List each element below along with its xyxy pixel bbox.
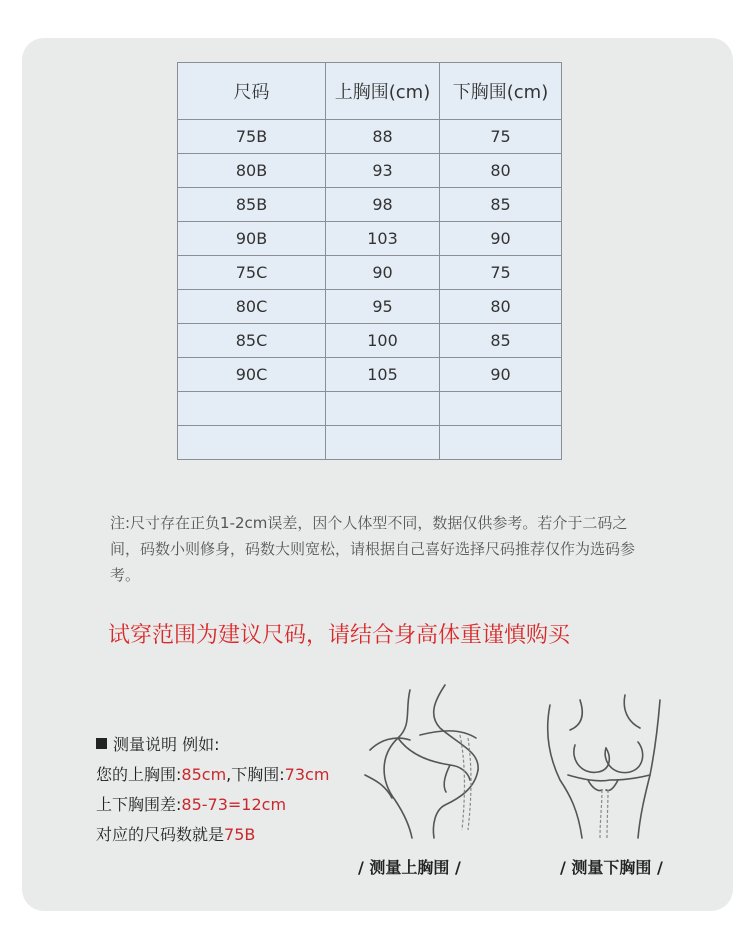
upper-bust-caption: / 测量上胸围 /: [358, 858, 461, 877]
cell-upper: 95: [326, 290, 440, 324]
cell-upper: 90: [326, 256, 440, 290]
cell-under: 85: [440, 324, 562, 358]
cell-size: [178, 392, 326, 426]
header-upper-bust: 上胸围(cm): [326, 63, 440, 120]
guide-title-row: [96, 730, 329, 760]
difference-label: 上下胸围差:: [96, 795, 182, 814]
cell-under: [440, 392, 562, 426]
upper-bust-label: 您的上胸围:: [96, 765, 182, 784]
under-bust-value: 73cm: [284, 765, 330, 784]
cell-under: 75: [440, 256, 562, 290]
result-label: 对应的尺码数就是: [96, 825, 225, 844]
cell-size: 80C: [178, 290, 326, 324]
cell-under: 80: [440, 154, 562, 188]
cell-under: 80: [440, 290, 562, 324]
cell-size: 75C: [178, 256, 326, 290]
table-row: [178, 290, 562, 324]
cell-upper: 98: [326, 188, 440, 222]
cell-under: 90: [440, 358, 562, 392]
cell-under: [440, 426, 562, 460]
cell-upper: [326, 426, 440, 460]
guide-separator: ,: [226, 765, 232, 784]
upper-bust-value: 85cm: [181, 765, 227, 784]
cell-under: 90: [440, 222, 562, 256]
measurement-guide: [96, 730, 329, 850]
guide-line-3: [96, 820, 329, 850]
table-row: [178, 426, 562, 460]
header-size: 尺码: [178, 63, 326, 120]
cell-under: 75: [440, 120, 562, 154]
guide-line-1: [96, 760, 329, 790]
cell-upper: [326, 392, 440, 426]
result-value: 75B: [224, 825, 256, 844]
guide-title: 测量说明 例如:: [113, 735, 220, 754]
under-bust-label: 下胸围:: [231, 765, 285, 784]
under-bust-caption: / 测量下胸围 /: [560, 858, 663, 877]
table-row: [178, 222, 562, 256]
cell-size: 75B: [178, 120, 326, 154]
under-bust-illustration: [540, 680, 670, 840]
table-row: [178, 154, 562, 188]
cell-upper: 103: [326, 222, 440, 256]
table-row: [178, 120, 562, 154]
cell-upper: 88: [326, 120, 440, 154]
square-bullet-icon: [96, 738, 107, 749]
header-under-bust: 下胸围(cm): [440, 63, 562, 120]
cell-size: 85B: [178, 188, 326, 222]
table-row: [178, 256, 562, 290]
difference-value: 85-73=12cm: [181, 795, 287, 814]
cell-upper: 93: [326, 154, 440, 188]
cell-size: 90C: [178, 358, 326, 392]
table-row: [178, 188, 562, 222]
cell-size: 80B: [178, 154, 326, 188]
table-row: [178, 392, 562, 426]
cell-size: 85C: [178, 324, 326, 358]
cell-size: 90B: [178, 222, 326, 256]
upper-bust-illustration: [350, 680, 500, 840]
cell-upper: 100: [326, 324, 440, 358]
guide-line-2: [96, 790, 329, 820]
table-row: [178, 324, 562, 358]
table-row: [178, 358, 562, 392]
size-note: 注:尺寸存在正负1-2cm误差，因个人体型不同，数据仅供参考。若介于二码之间，码数小则修身，码数大则宽松，请根据自己喜好选择尺码推荐仅作为选码参考。: [110, 514, 636, 584]
cell-upper: 105: [326, 358, 440, 392]
fit-warning: 试穿范围为建议尺码，请结合身高体重谨慎购买: [108, 623, 571, 648]
size-chart-table: [177, 62, 562, 460]
cell-size: [178, 426, 326, 460]
cell-under: 85: [440, 188, 562, 222]
table-header-row: [178, 63, 562, 120]
